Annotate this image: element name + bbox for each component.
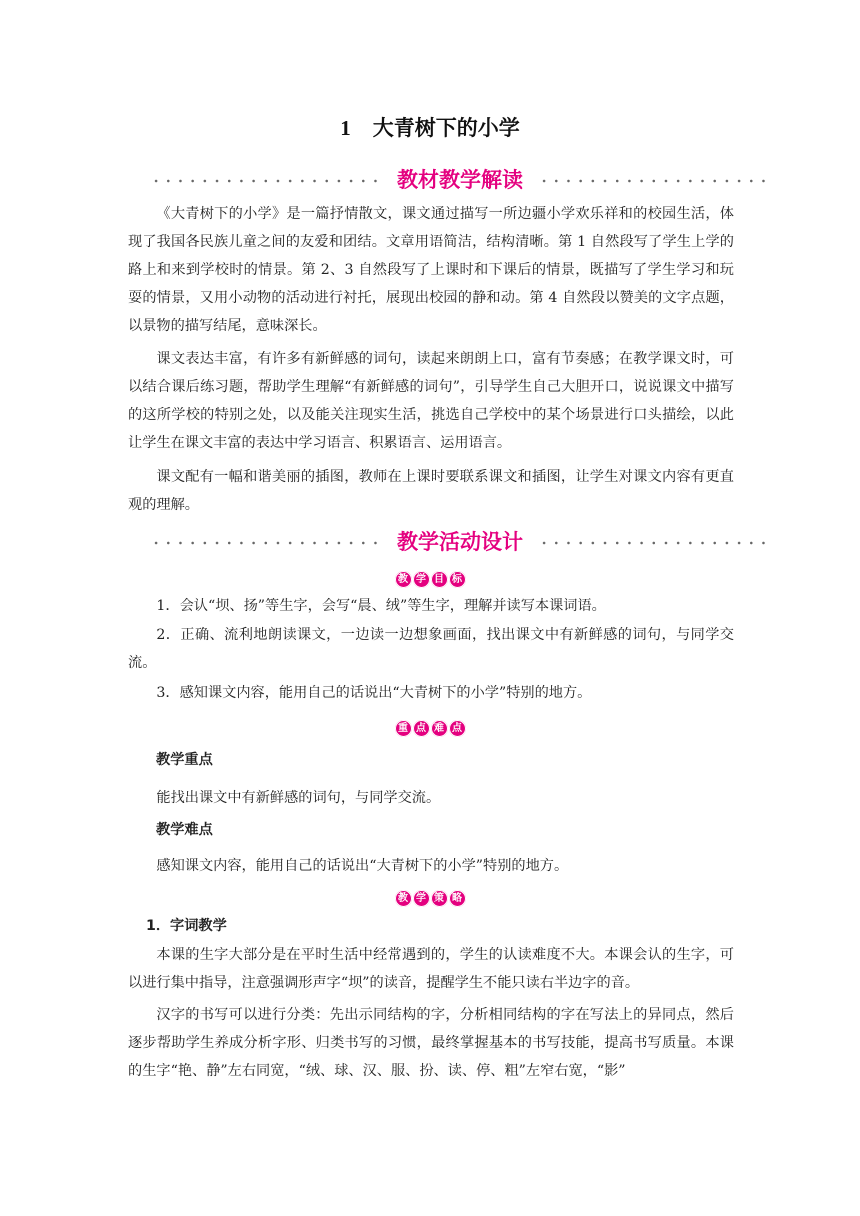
- badge-char: 教: [395, 571, 412, 588]
- dotted-divider-right: [538, 541, 770, 545]
- badge-char: 重: [395, 720, 412, 737]
- key-point-label: 教学重点: [156, 752, 213, 768]
- strategy-label: 1．字词教学: [146, 918, 227, 934]
- lesson-number: 1: [340, 116, 351, 140]
- badge-key-difficult: [0, 716, 860, 736]
- badge-char: 教: [395, 890, 412, 907]
- dotted-divider-right: [538, 179, 770, 183]
- badge-char: 难: [431, 720, 448, 737]
- paragraph-expression: 课文表达丰富，有许多有新鲜感的词句，读起来朗朗上口，富有节奏感；在教学课文时，可以结合课后练习题，帮助学生理解“有新鲜感的词句”，引导学生自己大胆开口，说说课文中描写的这所学校的特别之处，以及能关注现实生活，挑选自己学校中的某个场景进行口头描绘，以此让学生在课文丰富的表达中学习语言、积累语言、运用语言。: [128, 351, 734, 451]
- badge-char: 学: [413, 571, 430, 588]
- badge-char: 目: [431, 571, 448, 588]
- badge-char: 标: [449, 571, 466, 588]
- section-banner-activity-design: [150, 528, 770, 556]
- section-heading: 教材教学解读: [397, 168, 523, 192]
- strategy-paragraph-1: 本课的生字大部分是在平时生活中经常遇到的，学生的认读难度不大。本课会认的生字，可以进行集中指导，注意强调形声字“坝”的读音，提醒学生不能只读右半边字的音。: [128, 947, 734, 991]
- difficult-point-label: 教学难点: [156, 822, 213, 838]
- badge-teaching-goals: [0, 567, 860, 587]
- paragraph-illustration: 课文配有一幅和谐美丽的插图，教师在上课时要联系课文和插图，让学生对课文内容有更直观的理解。: [128, 469, 734, 513]
- goal-item-1: 1．会认“坝、扬”等生字，会写“晨、绒”等生字，理解并读写本课词语。: [156, 598, 606, 614]
- section-heading: 教学活动设计: [397, 530, 523, 554]
- difficult-point-text: 感知课文内容，能用自己的话说出“大青树下的小学”特别的地方。: [156, 858, 569, 874]
- badge-char: 点: [449, 720, 466, 737]
- paragraph-intro: 《大青树下的小学》是一篇抒情散文，课文通过描写一所边疆小学欢乐祥和的校园生活，体现了我国各民族儿童之间的友爱和团结。文章用语简洁，结构清晰。第 1 自然段写了学生上学的路上和来到学校时的情景。第 2、3 自然段写了上课时和下课后的情景，既描写了学生学习和玩耍的情景，又用小动物的活动进行衬托，展现出校园的静和动。第 4 自然段以赞美的文字点题，以景物的描写结尾，意味深长。: [128, 206, 734, 334]
- key-point-text: 能找出课文中有新鲜感的词句，与同学交流。: [156, 790, 441, 806]
- lesson-title: [0, 112, 860, 142]
- section-banner-textbook-reading: [150, 166, 770, 194]
- badge-char: 策: [431, 890, 448, 907]
- badge-char: 略: [449, 890, 466, 907]
- strategy-paragraph-2: 汉字的书写可以进行分类：先出示同结构的字，分析相同结构的字在写法上的异同点，然后逐步帮助学生养成分析字形、归类书写的习惯，最终掌握基本的书写技能，提高书写质量。本课的生字“艳、静”左右同宽，“绒、球、汉、服、扮、读、停、粗”左窄右宽，“影”: [128, 1007, 734, 1079]
- lesson-title-text: 大青树下的小学: [372, 116, 520, 140]
- badge-char: 学: [413, 890, 430, 907]
- badge-teaching-strategy: [0, 886, 860, 906]
- goal-item-3: 3．感知课文内容，能用自己的话说出“大青树下的小学”特别的地方。: [156, 685, 592, 701]
- goal-item-2: 2．正确、流利地朗读课文，一边读一边想象画面，找出课文中有新鲜感的词句，与同学交流。: [128, 627, 734, 671]
- badge-char: 点: [413, 720, 430, 737]
